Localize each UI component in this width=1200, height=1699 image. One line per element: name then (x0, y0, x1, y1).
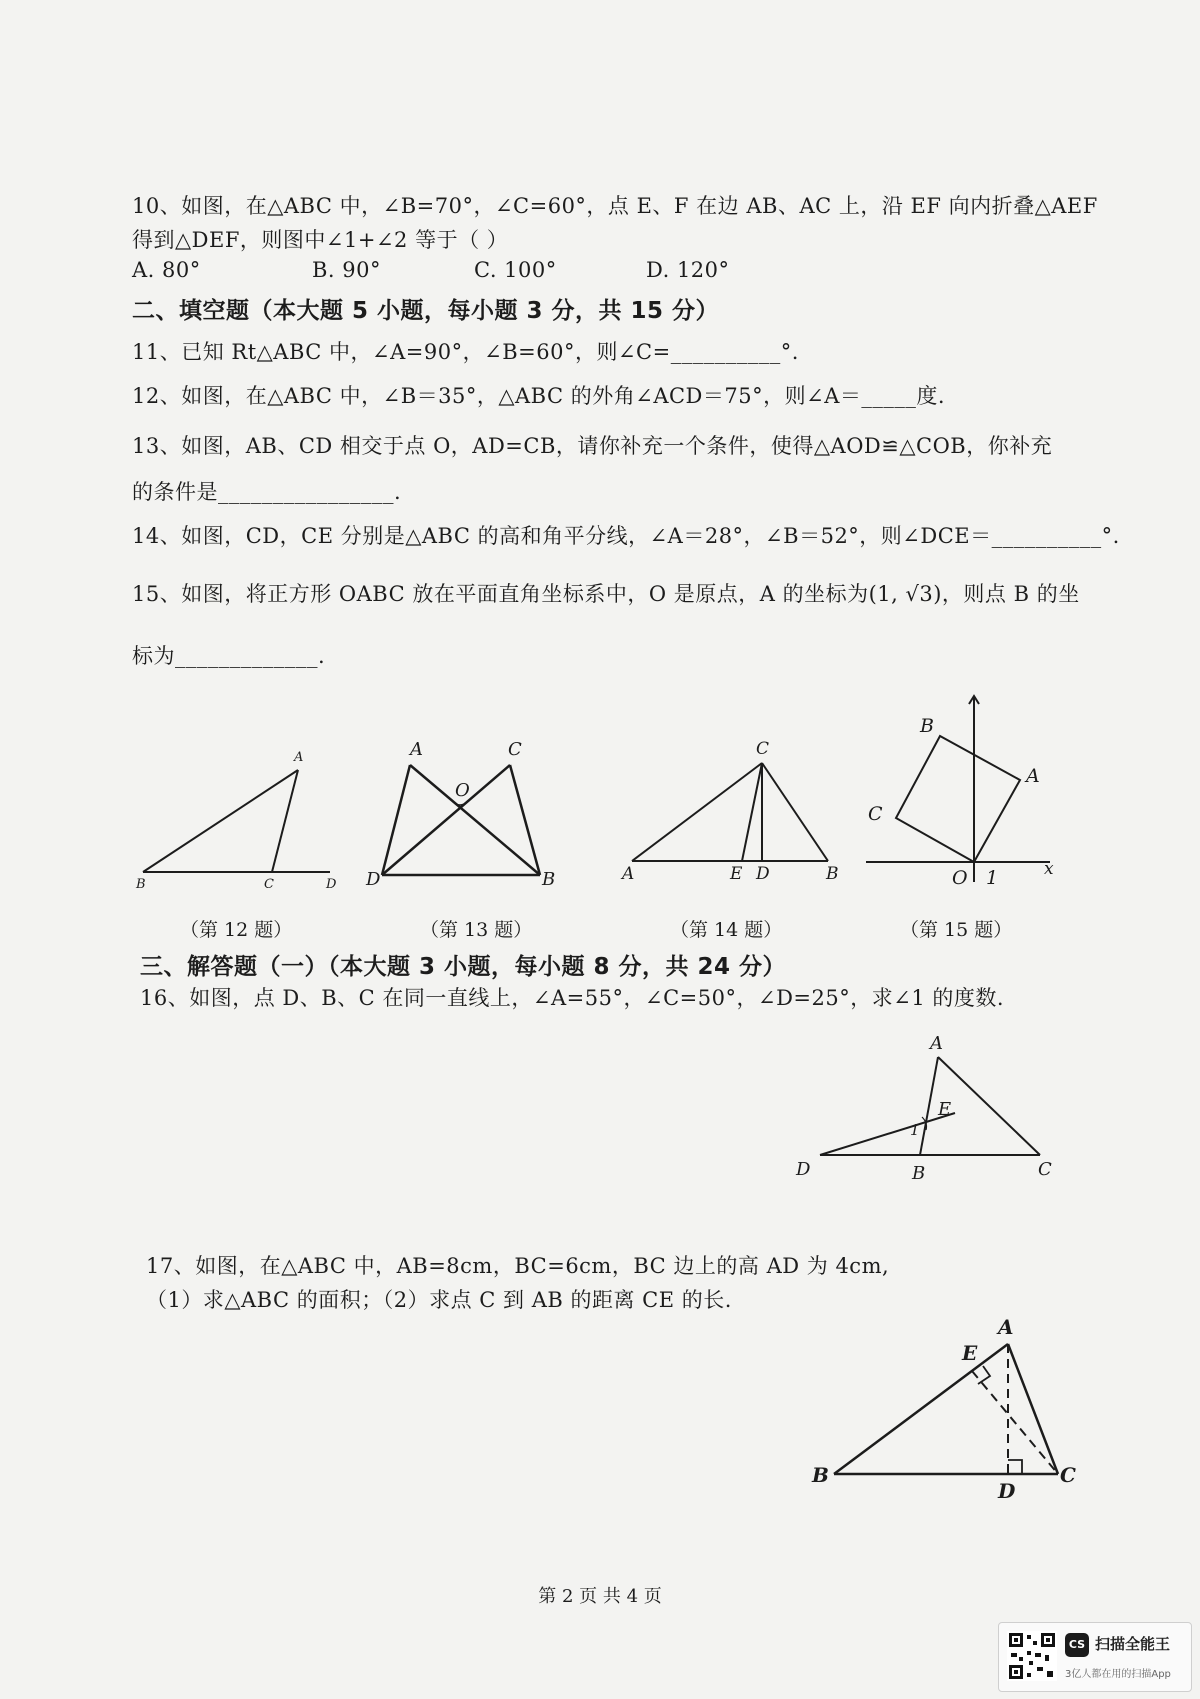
fig17-label-a: A (998, 1315, 1014, 1339)
fig16-label-c: C (1038, 1159, 1052, 1180)
scanner-badge (998, 1622, 1192, 1692)
fig17-label-b: B (812, 1463, 829, 1487)
q10-option-b: B. 90° (312, 258, 382, 282)
fig12-label-b: B (136, 877, 146, 892)
figure-16 (790, 1035, 1090, 1195)
q11: 11、已知 Rt△ABC 中，∠A=90°，∠B=60°，则∠C=__________°. (132, 340, 799, 364)
fig13-label-c: C (508, 739, 522, 760)
fig15-label-1: 1 (986, 867, 999, 889)
q13-line2: 的条件是________________. (132, 480, 402, 504)
fig12-label-d: D (326, 877, 337, 892)
scanner-brand-name: 扫描全能王 (1095, 1635, 1171, 1653)
fig15-label-x: x (1044, 859, 1054, 879)
figure-14 (620, 735, 840, 895)
figure-13 (360, 735, 580, 895)
caption-fig15: （第 15 题） (900, 919, 1013, 941)
q10-line2: 得到△DEF，则图中∠1+∠2 等于（ ） (132, 228, 509, 252)
fig14-label-e: E (730, 864, 743, 884)
page-footer: 第 2 页 共 4 页 (538, 1586, 662, 1607)
q17-line2: （1）求△ABC 的面积；（2）求点 C 到 AB 的距离 CE 的长. (146, 1288, 732, 1312)
fig14-label-d: D (756, 864, 770, 884)
caption-fig13: （第 13 题） (420, 919, 533, 941)
fig13-label-d: D (366, 869, 381, 890)
figure-17 (810, 1315, 1090, 1503)
fig15-label-c: C (868, 803, 883, 825)
caption-fig14: （第 14 题） (670, 919, 783, 941)
fig15-label-a: A (1026, 765, 1040, 787)
fig15-label-o: O (952, 867, 968, 889)
figure-12 (130, 745, 350, 895)
q10-option-a: A. 80° (132, 258, 201, 282)
q14: 14、如图，CD，CE 分别是△ABC 的高和角平分线，∠A＝28°，∠B＝52°，则∠DCE＝__________°. (132, 524, 1120, 548)
cs-logo-icon: CS (1065, 1633, 1089, 1657)
fig14-label-a: A (622, 864, 635, 884)
q15-line2: 标为_____________. (132, 644, 326, 668)
fig17-label-e: E (962, 1341, 978, 1365)
figure-15 (860, 690, 1080, 890)
fig14-label-c: C (756, 739, 770, 759)
fig13-label-a: A (410, 739, 423, 760)
fig16-label-d: D (796, 1159, 811, 1180)
fig14-label-b: B (826, 864, 839, 884)
fig16-label-e: E (938, 1099, 952, 1120)
q17-line1: 17、如图，在△ABC 中，AB=8cm，BC=6cm，BC 边上的高 AD 为 4cm, (146, 1254, 890, 1278)
fig12-label-c: C (264, 877, 274, 892)
q10-option-c: C. 100° (474, 258, 557, 282)
fig13-label-o: O (455, 780, 470, 801)
q13-line1: 13、如图，AB、CD 相交于点 O，AD=CB，请你补充一个条件，使得△AOD≌△COB，你补充 (132, 434, 1053, 458)
q15-line1: 15、如图，将正方形 OABC 放在平面直角坐标系中，O 是原点，A 的坐标为(1, √3)，则点 B 的坐 (132, 582, 1080, 606)
q12: 12、如图，在△ABC 中，∠B＝35°，△ABC 的外角∠ACD＝75°，则∠A＝_____度. (132, 384, 946, 408)
scanner-tagline: 3亿人都在用的扫描App (1065, 1669, 1171, 1680)
fig13-label-b: B (542, 869, 556, 890)
section-3-heading: 三、解答题（一）（本大题 3 小题，每小题 8 分，共 24 分） (140, 954, 787, 980)
fig16-label-b: B (912, 1163, 926, 1184)
fig16-label-a: A (930, 1033, 943, 1054)
caption-fig12: （第 12 题） (180, 919, 293, 941)
q10-line1: 10、如图，在△ABC 中，∠B=70°，∠C=60°，点 E、F 在边 AB、AC 上，沿 EF 向内折叠△AEF (132, 194, 1098, 218)
qr-code-icon (1007, 1631, 1057, 1681)
fig17-label-d: D (998, 1479, 1016, 1503)
fig16-label-1: 1 (910, 1121, 920, 1139)
section-2-heading: 二、填空题（本大题 5 小题，每小题 3 分，共 15 分） (132, 298, 720, 324)
q16: 16、如图，点 D、B、C 在同一直线上，∠A=55°，∠C=50°，∠D=25°，求∠1 的度数. (140, 986, 1005, 1010)
fig12-label-a: A (294, 750, 304, 765)
q10-option-d: D. 120° (646, 258, 730, 282)
fig15-label-b: B (920, 715, 934, 737)
fig17-label-c: C (1060, 1463, 1076, 1487)
